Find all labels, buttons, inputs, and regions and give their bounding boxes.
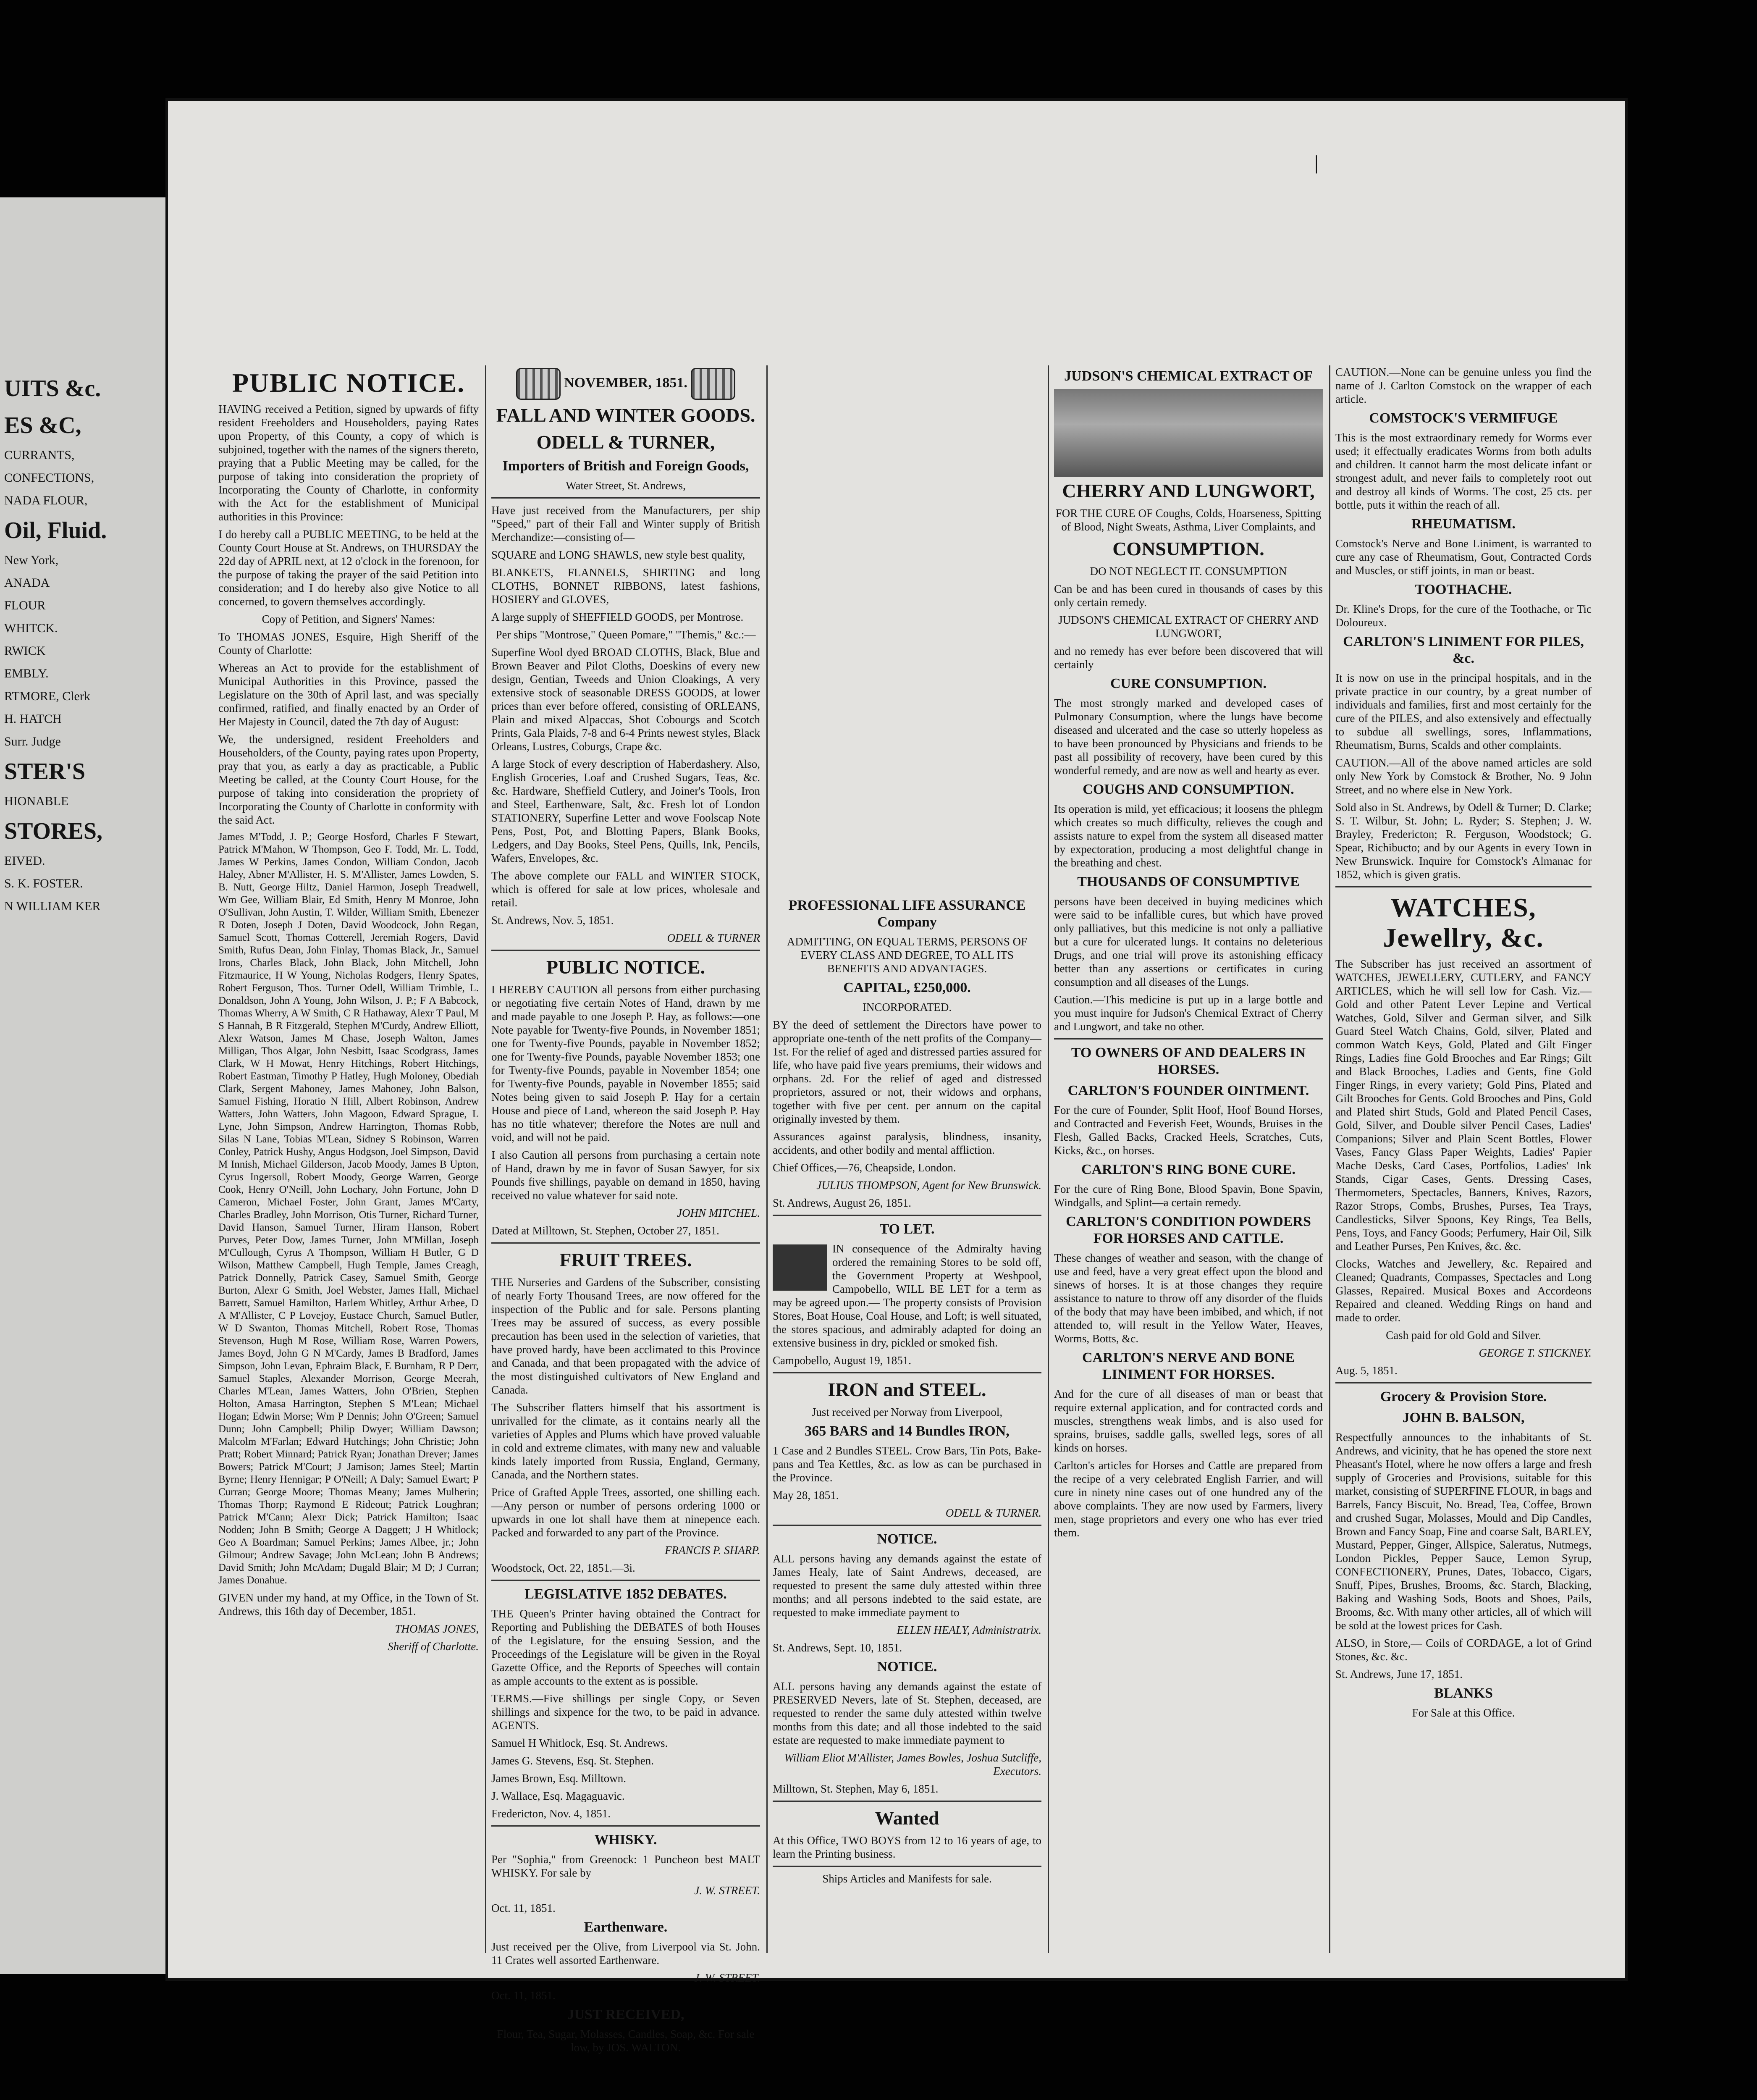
cure-consumption-title: CURE CONSUMPTION. bbox=[1110, 676, 1267, 691]
cure-for: FOR THE CURE OF Coughs, Colds, Hoarseness, Spitting of Blood, Night Sweats, Asthma, Liver Complaints, and bbox=[1055, 507, 1322, 533]
legislative-title: LEGISLATIVE 1852 DEBATES. bbox=[524, 1586, 727, 1602]
ringbone-title: CARLTON'S RING BONE CURE. bbox=[1081, 1162, 1296, 1177]
earthenware-signature: J. W. STREET. bbox=[694, 1971, 760, 1984]
grocery-body: Respectfully announces to the inhabitants of St. Andrews, and vicinity, that he has opened the store next Pheasant's Hotel, where he now offers a large and fresh supply of Groceries and Provisions, suitable for this market, consisting of SUPERFINE FLOUR, in bags and Barrels, Fancy Biscuit, No. Bread, Tea, Coffee, Brown and crushed Sugar, Molasses, Mould and Dip Candles, Brown and Fancy Soap, Fine and coarse Salt, BARLEY, Mustard, Pepper, Ginger, Allspice, Saleratus, Nutmegs, London Pickles, Pepper Sauce, Lemon Syrup, CONFECTIONERY, Prunes, Dates, Tobacco, Cigars, Snuff, Pipes, Brushes, Brooms, &c. Starch, Blacking, Baking and Washing Sods, Boots and Shoes, Pails, Brooms, &c. With many other articles, all of which will be sold at the lowest prices for Cash. bbox=[1335, 1431, 1592, 1632]
wanted-title: Wanted bbox=[875, 1807, 939, 1829]
legislative-body: THE Queen's Printer having obtained the Contract for Reporting and Publishing the DEBATES of both Houses of the Legislature, for the ensuing Session, and the Proceedings of the Legislature will be given in the Royal Gazette Office, and the Reports of Speeches will contain as ample accounts to the extent as is possible. bbox=[491, 1607, 760, 1687]
renown: and no remedy has ever before been discovered that will certainly bbox=[1054, 645, 1323, 671]
balson-name: JOHN B. BALSON, bbox=[1402, 1410, 1525, 1425]
vermifuge-title: COMSTOCK'S VERMIFUGE bbox=[1369, 410, 1558, 426]
nerve-title: CARLTON'S NERVE AND BONE LINIMENT FOR HORSES. bbox=[1082, 1350, 1295, 1382]
whisky-body: Per "Sophia," from Greenock: 1 Puncheon best MALT WHISKY. For sale by bbox=[491, 1853, 760, 1879]
incorporated-line: INCORPORATED. bbox=[862, 1001, 952, 1013]
wanted-body: At this Office, TWO BOYS from 12 to 16 years of age, to learn the Printing business. bbox=[773, 1834, 1041, 1860]
column-rule bbox=[766, 365, 768, 1953]
notice-nevers-signature: William Eliot M'Allister, James Bowles, Joshua Sutcliffe, Executors. bbox=[784, 1751, 1041, 1777]
fold-line: UITS &c. bbox=[4, 375, 101, 402]
iron-steel-signature: ODELL & TURNER. bbox=[945, 1507, 1041, 1519]
ships-line: Per ships "Montrose," Queen Pomare," "Themis," &c.:— bbox=[496, 628, 756, 641]
rheumatism-title: RHEUMATISM. bbox=[1411, 516, 1516, 532]
firm-name: ODELL & TURNER, bbox=[536, 431, 715, 453]
whisky-title: WHISKY. bbox=[594, 1832, 657, 1848]
petition-we: We, the undersigned, resident Freeholders and Householders, of the County, paying rates upon Property, pray that you, as early a day as practicable, a Public Meeting be called, at the County Court House, for the purpose of taking into consideration the propriety of Incorporating the County of Charlotte in conformity with the said Act. bbox=[218, 733, 479, 826]
divider bbox=[773, 1866, 1041, 1867]
cherry-lungwort: CHERRY AND LUNGWORT, bbox=[1062, 480, 1315, 501]
horse-owners-title: TO OWNERS OF AND DEALERS IN HORSES. bbox=[1071, 1045, 1306, 1077]
do-not-neglect: DO NOT NEGLECT IT. CONSUMPTION bbox=[1090, 565, 1287, 578]
fold-line: S. K. FOSTER. bbox=[4, 877, 83, 890]
powders-body: These changes of weather and season, with the change of use and feed, have a very great effect upon the blood and sinews of horses. It is at those changes they require assistance to nature to throw off any disorder of the fluids of the body that may have been imbibed, and which, if not attended to, will result in the Yellow Water, Heaves, Worms, Botts, &c. bbox=[1054, 1252, 1323, 1345]
divider bbox=[491, 1242, 760, 1244]
notice-also: I also Caution all persons from purchasing a certain note of Hand, drawn by me in favor of Susan Sawyer, for six Pounds five shillings, payable on demand in 1850, having received no value whatever for said note. bbox=[491, 1149, 760, 1202]
mitchel-dated: Dated at Milltown, St. Stephen, October 27, 1851. bbox=[491, 1224, 719, 1237]
fold-line: EIVED. bbox=[4, 854, 45, 868]
agent-line: James Brown, Esq. Milltown. bbox=[491, 1772, 626, 1785]
life-assurance-dated: St. Andrews, August 26, 1851. bbox=[773, 1197, 912, 1209]
can-be-cured: Can be and has been cured in thousands of cases by this only certain remedy. bbox=[1054, 583, 1323, 609]
column-comstock bbox=[1335, 365, 1592, 1953]
fold-line: H. HATCH bbox=[4, 712, 62, 726]
iron-bars-line: 365 BARS and 14 Bundles IRON, bbox=[805, 1423, 1010, 1439]
grocery-also: ALSO, in Store,— Coils of CORDAGE, a lot of Grind Stones, &c. &c. bbox=[1335, 1637, 1592, 1663]
divider bbox=[491, 1825, 760, 1827]
earthenware-title: Earthenware. bbox=[584, 1919, 668, 1935]
fold-line: ES &C, bbox=[4, 412, 81, 438]
to-let-dated: Campobello, August 19, 1851. bbox=[773, 1354, 911, 1367]
notice-healy-signature: ELLEN HEALY, Administratrix. bbox=[897, 1624, 1041, 1636]
meeting-call: I do hereby call a PUBLIC MEETING, to be held at the County Court House at St. Andrews, on THURSDAY the 22d day of APRIL next, at 12 o'clock in the forenoon, for the purpose of taking the prayer of the said Petition into consideration; and I do hereby also give Notice to all concerned, to govern themselves accordingly. bbox=[218, 528, 479, 608]
column-public-notice bbox=[218, 365, 479, 1953]
shawls-line: SQUARE and LONG SHAWLS, new style best quality, bbox=[491, 549, 745, 561]
fold-line: New York, bbox=[4, 553, 59, 567]
iron-steel-title: IRON and STEEL. bbox=[828, 1379, 986, 1400]
divider bbox=[773, 1215, 1041, 1216]
factory-engraving bbox=[1054, 389, 1323, 477]
judson-body-2: Its operation is mild, yet efficacious; it loosens the phlegm which creates so much difficulty, relieves the cough and assists nature to expel from the system all diseased matter by expectoration, producing a most delightful change in the breathing and chest. bbox=[1054, 803, 1323, 869]
life-assurance-assurances: Assurances against paralysis, blindness, insanity, accidents, and other bodily and mental affliction. bbox=[773, 1130, 1041, 1156]
watches-body: The Subscriber has just received an assortment of WATCHES, JEWELLERY, CUTLERY, and FANCY ARTICLES, which he will sell low for Cash. Viz.— Gold and other Patent Lever Lepine and Vertical Watches, Gold, Silver and German silver, and Silk Guard Steel Watch Chains, Gold, silver, Plated and common Watch Keys, Gold, Plated and Gilt Finger Rings, Ladies fine Gold Brooches and Ear Rings; Gilt and Black Brooches, Ladies and Gents, fine Gold Finger Rings, in every variety; Gold Pins, Plated and Gilt Brooches for Gents. Gold Brooches and Pins, Gold and Plated shirt Studs, Gold and Plated Pencil Cases, Gold, Silver, and Double silver Pencil Cases, Ladies' Companions; Silver and Plain Scent Bottles, Flower Vases, Fancy Glass Paper Weights, Ladies' Papier Mache Desks, Card Cases, Portfolios, Ladies' Ink Stands, Cigar Cases, Gents. Dressing Cases, Thermometers, Spectacles, Banners, Knives, Razors, Razor Strops, Combs, Brushes, Purses, Tea Trays, Candlesticks, Silver Spoons, Key Rings, Tea Bells, Pens, Toys, and Fancy Goods; Perfumery, Hair Oil, Silk and Leather Purses, Pen Knives, &c. &c. bbox=[1335, 958, 1592, 1252]
toothache-body: Dr. Kline's Drops, for the cure of the Toothache, or Tic Doloureux. bbox=[1335, 603, 1592, 629]
fold-line: FLOUR bbox=[4, 598, 46, 612]
thompson-signature: JULIUS THOMPSON, Agent for New Brunswick. bbox=[816, 1179, 1041, 1192]
fruit-trees-title: FRUIT TREES. bbox=[559, 1249, 692, 1270]
divider bbox=[773, 1372, 1041, 1373]
nerve-body-2: Carlton's articles for Horses and Cattle are prepared from the recipe of a very celebrated English Farrier, and will cure in ninety nine cases out of one hundred any of the above complaints. They are now used by Farmers, livery men, stage proprietors and every one who has ever tried them. bbox=[1054, 1459, 1323, 1539]
fruit-trees-body: THE Nurseries and Gardens of the Subscriber, consisting of nearly Forty Thousand Trees, are now offered for the inspection of the Public and for sale. Persons planting Trees may be assured of success, as every possible precaution has been used in the selection of varieties, that have proved hardy, have been acclimated to this Province and Canada, and that been propagated with the advice of the most distinguished cultivators of New England and Canada. bbox=[491, 1276, 760, 1396]
life-assurance-body: BY the deed of settlement the Directors have power to appropriate one-tenth of the nett profits of the Company— 1st. For the relief of aged and distressed parties assured for life, who have paid five years premiums, their widows and orphans. 2d. For the relief of aged and distressed proprietors, assured or not, their widows and orphans, together with five per cent. per annum on the capital originally invested by them. bbox=[773, 1018, 1041, 1125]
notice-nevers-title: NOTICE. bbox=[877, 1659, 937, 1675]
fold-line: CONFECTIONS, bbox=[4, 471, 94, 485]
blankets-line: BLANKETS, FLANNELS, SHIRTING and long CLOTHS, BONNET RIBBONS, latest fashions, HOSIERY and GLOVES, bbox=[491, 566, 760, 606]
notice-nevers-body: ALL persons having any demands against the estate of PRESERVED Nevers, late of St. Stephen, deceased, are requested to render the same duly attested within twelve months from this date; and all those indebted to the said estate are requested to make immediate payment to bbox=[773, 1680, 1041, 1746]
to-let-body: IN consequence of the Admiralty having ordered the remaining Stores to be sold off, the Government Property at Weshpool, Campobello, WILL BE LET for a term as may be agreed upon.— The property consists of Provision Stores, Boat House, Coal House, and Loft; is well situated, the stores spacious, and admirably adapted for doing an extensive business in dry, pickled or smoked fish. bbox=[773, 1242, 1041, 1349]
columns-area bbox=[218, 365, 1592, 2054]
earthenware-body: Just received per the Olive, from Liverpool via St. John. 11 Crates well assorted Earthenware. bbox=[491, 1940, 760, 1966]
public-notice-title: PUBLIC NOTICE. bbox=[232, 368, 465, 398]
fold-line: STER'S bbox=[4, 759, 85, 785]
petition-whereas: Whereas an Act to provide for the establishment of Municipal Authorities in this Province, passed the Legislature on the 30th of April last, and was specially confirmed, ratified, and finally enacted by an Order of Her Majesty in Council, dated the 7th day of August: bbox=[218, 662, 479, 728]
fold-line: ANADA bbox=[4, 576, 50, 590]
divider bbox=[491, 1580, 760, 1581]
fold-line: RTMORE, Clerk bbox=[4, 689, 90, 703]
divider bbox=[1054, 1038, 1323, 1040]
sharp-signature: FRANCIS P. SHARP. bbox=[665, 1544, 760, 1557]
toothache-title: TOOTHACHE. bbox=[1415, 582, 1512, 597]
column-rule bbox=[485, 365, 486, 1953]
founder-title: CARLTON'S FOUNDER OINTMENT. bbox=[1067, 1083, 1309, 1098]
fold-line: Surr. Judge bbox=[4, 735, 61, 748]
mitchel-signature: JOHN MITCHEL. bbox=[677, 1207, 760, 1219]
iron-steel-sub: Just received per Norway from Liverpool, bbox=[811, 1406, 1003, 1418]
whisky-signature: J. W. STREET. bbox=[694, 1884, 760, 1897]
founder-body: For the cure of Founder, Split Hoof, Hoof Bound Horses, and Contracted and Feverish Feet, Wounds, Bruises in the Flesh, Galled Backs, Cracked Heels, Scratches, Cuts, Kicks, &c., on horses. bbox=[1054, 1104, 1323, 1157]
notice-title: PUBLIC NOTICE. bbox=[546, 956, 705, 978]
fall-winter-headline: FALL AND WINTER GOODS. bbox=[496, 404, 755, 426]
petition-intro: HAVING received a Petition, signed by upwards of fifty resident Freeholders and Householders, paying Rates upon Property, of this County, a copy of which is subjoined, together with the names of the signers thereto, praying that a Public Meeting may be called, for the purpose of taking into consideration the propriety of Incorporating the County of Charlotte, in conformity with the Act for the establishment of Municipal authorities in this Province: bbox=[218, 403, 479, 523]
life-assurance-office: Chief Offices,—76, Cheapside, London. bbox=[773, 1161, 956, 1174]
haberdashery-goods: A large Stock of every description of Haberdashery. Also, English Groceries, Loaf and Crushed Sugars, Teas, &c. &c. Hardware, Sheffield Cutlery, and Joiner's Tools, Iron and Steel, Earthenware, Salt, &c. Fresh lot of London STATIONERY, Superfine Letter and wove Foolscap Note Pens, Post, Pot, and Blotting Papers, Blank Books, Ledgers, and Day Books, Steel Pens, Quills, Ink, Pencils, Wafers, Envelopes, &c. bbox=[491, 758, 760, 864]
fold-line: N WILLIAM KER bbox=[4, 899, 101, 913]
divider bbox=[1335, 1382, 1592, 1383]
notice-healy-title: NOTICE. bbox=[877, 1531, 937, 1547]
grocery-dated: St. Andrews, June 17, 1851. bbox=[1335, 1668, 1463, 1680]
powders-title: CARLTON'S CONDITION POWDERS FOR HORSES AND CATTLE. bbox=[1066, 1214, 1311, 1246]
column-rule bbox=[1048, 365, 1049, 1953]
to-let-title: TO LET. bbox=[879, 1221, 935, 1237]
caution-second: CAUTION.—All of the above named articles are sold only New York by Comstock & Brother, No. 9 John Street, and no where else in New York. bbox=[1335, 756, 1592, 796]
agent-line: Samuel H Whitlock, Esq. St. Andrews. bbox=[491, 1737, 668, 1749]
coughs-title: COUGHS AND CONSUMPTION. bbox=[1083, 782, 1294, 797]
firm-address: Water Street, St. Andrews, bbox=[566, 479, 686, 492]
just-received-title: JUST RECEIVED, bbox=[567, 2007, 684, 2022]
legislative-dated: Fredericton, Nov. 4, 1851. bbox=[491, 1807, 611, 1820]
newspaper-page bbox=[168, 101, 1625, 2054]
house-icon bbox=[773, 1244, 827, 1291]
judson-caution: Caution.—This medicine is put up in a large bottle and you must inquire for Judson's Chemical Extract of Cherry and Lungwort, and take no other. bbox=[1054, 993, 1323, 1033]
just-received-body: Flour, Tea, Sugar, Molasses, Candles, Soap, &c. For sale low, by JOS. WALTON. bbox=[497, 2028, 755, 2054]
column-rule bbox=[1329, 365, 1330, 1953]
fruit-trees-body-3: Price of Grafted Apple Trees, assorted, one shilling each.—Any person or number of persons ordering 1000 or upwards in one lot shall have them at ninepence each. Packed and forwarded to any part of the Province. bbox=[491, 1486, 760, 1539]
fold-line: Oil, Fluid. bbox=[4, 517, 107, 543]
legislative-terms: TERMS.—Five shillings per single Copy, or Seven shillings and sixpence for the two, to be paid in advance. AGENTS. bbox=[491, 1692, 760, 1732]
ringbone-body: For the cure of Ring Bone, Blood Spavin, Bone Spavin, Windgalls, and Splint—a certain remedy. bbox=[1054, 1183, 1323, 1209]
column-life-assurance bbox=[773, 895, 1041, 1953]
judson-title: JUDSON'S CHEMICAL EXTRACT OF bbox=[1064, 368, 1313, 384]
notice-healy-dated: St. Andrews, Sept. 10, 1851. bbox=[773, 1641, 902, 1654]
consumption-title: CONSUMPTION. bbox=[1112, 538, 1264, 559]
vermifuge-body: This is the most extraordinary remedy for Worms ever used; it effectually eradicates Worms from both adults and children. It cannot harm the most delicate infant or strongest adult, and never fails to completely root out and destroy all kinds of Worms. The cost, 25 cts. per bottle, puts it within the reach of all. bbox=[1335, 431, 1592, 511]
watches-repair: Clocks, Watches and Jewellery, &c. Repaired and Cleaned; Quadrants, Compasses, Spectacles and Long Glasses, Repaired. Musical Boxes and Accordeons Repaired and cleaned. Wedding Rings on hand and made to order. bbox=[1335, 1257, 1592, 1324]
thousands-title: THOUSANDS OF CONSUMPTIVE bbox=[1077, 874, 1300, 890]
life-assurance-title: PROFESSIONAL LIFE ASSURANCE Company bbox=[788, 898, 1026, 930]
sheriff-signature: THOMAS JONES, bbox=[395, 1622, 479, 1635]
earthenware-dated: Oct. 11, 1851. bbox=[491, 1989, 556, 2002]
left-fold-text bbox=[4, 374, 189, 921]
fold-line: STORES, bbox=[4, 818, 102, 844]
fold-line: EMBLY. bbox=[4, 667, 49, 680]
barrel-icon bbox=[691, 368, 735, 400]
stock-note: The above complete our FALL and WINTER STOCK, which is offered for sale at low prices, wholesale and retail. bbox=[491, 869, 760, 909]
comstock-agents: Sold also in St. Andrews, by Odell & Turner; D. Clarke; S. T. Wilbur, St. John; L. Ryder; S. Stephen; J. W. Brayley, Fredericton; R. Ferguson, Woodstock; G. Spear, Richibucto; and by our Agents in every Town in New Brunswick. Inquire for Comstock's Almanac for 1852, which is given gratis. bbox=[1335, 801, 1592, 881]
whisky-dated: Oct. 11, 1851. bbox=[491, 1902, 556, 1914]
signers-list: James M'Todd, J. P.; George Hosford, Charles F Stewart, Patrick M'Mahon, W Thompson, Geo F. Todd, Mr. L. Todd, James W Perkins, James Condon, William Condon, Jacob Haley, Abner M'Allister, H. S. M'Allister, James Lowden, S. B. Nutt, George Hiltz, Daniel Harmon, Joseph Treadwell, Wm Gee, William Blair, Ed Smith, Henry M Monroe, John O'Sullivan, John Austin, T. Wilder, William Smith, Ebenezer R Doten, Joseph J Doten, David Woodcock, John Regan, Samuel Scott, Thomas Cotterell, Jeremiah Rogers, David Smith, Rufus Dean, John Finlay, Thomas Black, Jr., Samuel Irons, Charles Black, John Black, John Mitchell, John Fitzmaurice, H W Young, Nicholas Rodgers, Henry Spates, Robert Ferguson, Thos. Turner Odell, William Trimble, L. Donaldson, John A Young, John Wilson, J. P.; F A Babcock, Thomas Wherry, A W Smith, C R Hathaway, Alexr T Paul, M S Hannah, B R Fitzgerald, Stephen M'Curdy, Andrew Elliott, Alexr Watson, James M Chase, Joseph Walton, James Milligan, Thos Algar, John Nesbitt, Isaac Scodgrass, James Clark, W H Mowat, Henry Hitchings, Robert Hitchings, Robert Eastman, Timothy P Hatley, Hugh Moloney, Obediah Clark, Sergent Mahoney, James Mahoney, John Balson, Samuel Fishing, Horatio N Hill, Albert Robinson, Andrew Watters, John Watters, John Magoon, Edward Sprague, L Lyne, John Simpson, Andrew Harrington, Thomas Robb, Silas N Lane, Tobias M'Lean, Sidney S Robinson, Warren Conley, Patrick Hushy, Angus Hodgson, Joel Simpson, David M Innish, Michael Gilderson, Jacob Moody, James B Upton, Cyrus Ingersoll, Robert Moody, George Warren, George Cook, Henry O'Neill, John Lochary, John Fortune, John D Cameron, Michael Foster, John Grant, James M'Carty, Charles Bradley, John Morrison, Otis Turner, Richard Turner, David Hanson, Samuel Turner, Hiram Hanson, Robert Purves, Peter Dow, James Turner, John M'Millan, Joseph M'Cullough, Cyrus A Thompson, William H Butler, G D Wilson, Matthew Campbell, Hugh Temple, James Creagh, Patrick Donnelly, Patrick Casey, Samuel Smith, George Burton, Alexr G Smith, Joel Webster, James Hall, Michael Barrett, Samuel Hamilton, Harlem Whitley, Arthur Arbee, D A M'Allister, C P Lovejoy, Eustace Church, Samuel Butler, W D Swanton, Thomas Mitchell, Robert Rose, Thomas Stevenson, Hugh M Rose, William Rose, Warren Powers, James Boyd, John G N M'Cardy, James B Bradford, James Simpson, John Levan, Ephraim Black, E Burnham, R P Derr, Samuel Staples, Alexander Morrison, George Meerah, Charles M'Lean, James Watters, John O'Brien, Stephen Holton, Amasa Harrington, Stephen S M'Lean; Michael Hogan; Edwin Morse; Wm P Dennis; John O'Green; Samuel Dunn; John Campbell; Philip Dwyer; William Dawson; Malcolm M'Farlan; Edward Hutchings; John Christie; John Pratt; Robert Minnard; Patrick Ryan; Jonathan Drever; James Bowers; Patrick M'Court; J Jamison; James Steel; Martin Byrne; Henry Hennigar; P O'Neill; A Daly; Samuel Ewart; P Curran; George Moore; Thomas Meany; James Mulherin; Thomas Thorp; Raymond E Rideout; Patrick Loughran; Patrick M'Cann; Alexr Dick; Patrick Hamilton; Isaac Nodden; John B Smith; George A Daggett; J H Whitlock; Geo A Boardman; Samuel Perkins; James Albee, jr.; John Gilmour; Andrew Savage; John McLean; John B Andrews; David Smith; John McAdam; Dugald Blair; M D; J Curran; James Donahue. bbox=[218, 831, 479, 1586]
fold-line: RWICK bbox=[4, 644, 46, 658]
capital-line: CAPITAL, £250,000. bbox=[843, 980, 971, 995]
divider bbox=[1335, 886, 1592, 887]
date-line bbox=[491, 368, 760, 400]
petition-copy-label: Copy of Petition, and Signers' Names: bbox=[262, 613, 435, 625]
divider bbox=[491, 497, 760, 499]
stickney-signature: GEORGE T. STICKNEY. bbox=[1479, 1347, 1592, 1359]
fruit-trees-body-2: The Subscriber flatters himself that his assortment is unrivalled for the climate, as it contains nearly all the varieties of Apples and Plums which have proved valuable in cold and extreme climates, with many new and valuable kinds lately imported from Russia, England, Germany, Canada, and the Northern states. bbox=[491, 1401, 760, 1481]
rheumatism-body: Comstock's Nerve and Bone Liniment, is warranted to cure any case of Rheumatism, Gout, Contracted Cords and Muscles, or stiff joints, in man or beast. bbox=[1335, 537, 1592, 577]
column-judson bbox=[1054, 365, 1323, 1953]
superfine-goods: Superfine Wool dyed BROAD CLOTHS, Black, Blue and Brown Beaver and Pilot Cloths, Doeskins of every new design, Gentian, Tweeds and Union Cloakings, A very extensive stock of seasonable DRESS GOODS, at lower prices than ever before offered, consisting of ORLEANS, Plain and mixed Alpaccas, Shot Cobourgs and Scotch Prints, Gala Plaids, 7-8 and 6-4 Prints newest styles, Black Orleans, Lustres, Coburgs, Crape &c. bbox=[491, 646, 760, 753]
notice-nevers-dated: Milltown, St. Stephen, May 6, 1851. bbox=[773, 1782, 939, 1795]
caution-top: CAUTION.—None can be genuine unless you find the name of J. Carlton Comstock on the wrapper of each article. bbox=[1335, 366, 1592, 405]
barrel-icon bbox=[516, 368, 561, 400]
sheffield-line: A large supply of SHEFFIELD GOODS, per Montrose. bbox=[491, 611, 744, 623]
iron-steel-dated: May 28, 1851. bbox=[773, 1489, 839, 1502]
ships-articles: Ships Articles and Manifests for sale. bbox=[822, 1872, 992, 1885]
notice-body: I HEREBY CAUTION all persons from either purchasing or negotiating five certain Notes of Hand, drawn by me and made payable to one Joseph P. Hay, as follows:—one Note payable for Twenty-five Pounds, in November 1851; one for Twenty-five Pounds, payable in November 1852; one for Twenty-five Pounds, payable November 1853; one for Twenty-five Pounds, payable in November 1854; one for Twenty-five Pounds, payable in November 1855; said Notes being given to said Joseph P. Hay for a certain House and piece of Land, whereon the said Joseph P. Hay has no title whatever; therefore the Notes are null and void, and will not be paid. bbox=[491, 983, 760, 1144]
watches-title: WATCHES, Jewellry, &c. bbox=[1383, 892, 1544, 953]
blanks-body: For Sale at this Office. bbox=[1412, 1706, 1515, 1719]
odell-dated: St. Andrews, Nov. 5, 1851. bbox=[491, 914, 614, 927]
liniment-body: It is now on use in the principal hospitals, and in the private practice in our country, by a great number of individuals and families, first and most certainly for the cure of the PILES, and also extensively and effectually to subdue all swellings, sores, Inflammations, Rheumatism, Burns, Scalds and other complaints. bbox=[1335, 672, 1592, 751]
nerve-body: And for the cure of all diseases of man or beast that require external application, and for contracted cords and muscles, strengthens weak limbs, and is also used for sprains, bruises, saddle galls, swelled legs, sores of all kinds on horses. bbox=[1054, 1388, 1323, 1454]
agent-line: J. Wallace, Esq. Magaguavic. bbox=[491, 1790, 625, 1802]
grocery-title: Grocery & Provision Store. bbox=[1380, 1389, 1547, 1404]
blanks-title: BLANKS bbox=[1434, 1685, 1493, 1701]
judson-body-3: persons have been deceived in buying medicines which were said to be infallible cures, but which have proved only palliatives, but this medicine is not only a palliative but a cure for ulcerated lungs. It contains no deleterious Drugs, and one trial will prove its astonishing efficacy better than any assertions or certificates in curing consumption and all diseases of the Lungs. bbox=[1054, 895, 1323, 988]
divider bbox=[491, 950, 760, 951]
life-assurance-sub: ADMITTING, ON EQUAL TERMS, PERSONS OF EVERY CLASS AND DEGREE, TO ALL ITS BENEFITS AND ADVANTAGES. bbox=[787, 935, 1028, 975]
date-text: NOVEMBER, 1851. bbox=[564, 375, 687, 391]
judson-body-1: The most strongly marked and developed cases of Pulmonary Consumption, where the lungs have become diseased and ulcerated and the case so utterly hopeless as to have been pronounced by Physicians and friends to be past all possibility of recovery, have been cured by this wonderful remedy, and are now as well and hearty as ever. bbox=[1054, 697, 1323, 777]
have-received: Have just received from the Manufacturers, per ship "Speed," part of their Fall and Winter supply of British Merchandize:—consisting of— bbox=[491, 504, 760, 543]
sheriff-title: Sheriff of Charlotte. bbox=[388, 1640, 479, 1653]
judson-second: JUDSON'S CHEMICAL EXTRACT OF CHERRY AND LUNGWORT, bbox=[1058, 614, 1319, 640]
column-odell-turner bbox=[491, 365, 760, 2054]
sharp-dated: Woodstock, Oct. 22, 1851.—3i. bbox=[491, 1562, 635, 1574]
page-number: | bbox=[1314, 152, 1319, 174]
given-under-hand: GIVEN under my hand, at my Office, in the Town of St. Andrews, this 16th day of December, 1851. bbox=[218, 1591, 479, 1617]
cash-line: Cash paid for old Gold and Silver. bbox=[1386, 1329, 1541, 1341]
iron-steel-body: 1 Case and 2 Bundles STEEL. Crow Bars, Tin Pots, Bake-pans and Tea Kettles, &c. as low as can be purchased in the Province. bbox=[773, 1444, 1041, 1484]
divider bbox=[773, 1525, 1041, 1526]
importers-line: Importers of British and Foreign Goods, bbox=[502, 458, 749, 474]
stickney-dated: Aug. 5, 1851. bbox=[1335, 1364, 1398, 1377]
fold-line: NADA FLOUR, bbox=[4, 494, 88, 507]
notice-healy-body: ALL persons having any demands against the estate of James Healy, late of Saint Andrews, deceased, are requested to present the same duly attested within three months; and all persons indebted to the said estate, are requested to make immediate payment to bbox=[773, 1552, 1041, 1619]
liniment-title: CARLTON'S LINIMENT FOR PILES, &c. bbox=[1343, 634, 1584, 666]
fold-line: WHITCK. bbox=[4, 621, 58, 635]
fold-line: HIONABLE bbox=[4, 794, 69, 808]
petition-to: To THOMAS JONES, Esquire, High Sheriff of the County of Charlotte: bbox=[218, 630, 479, 656]
fold-line: CURRANTS, bbox=[4, 448, 75, 462]
divider bbox=[773, 1801, 1041, 1802]
agent-line: James G. Stevens, Esq. St. Stephen. bbox=[491, 1754, 654, 1767]
odell-signature: ODELL & TURNER bbox=[667, 932, 760, 944]
